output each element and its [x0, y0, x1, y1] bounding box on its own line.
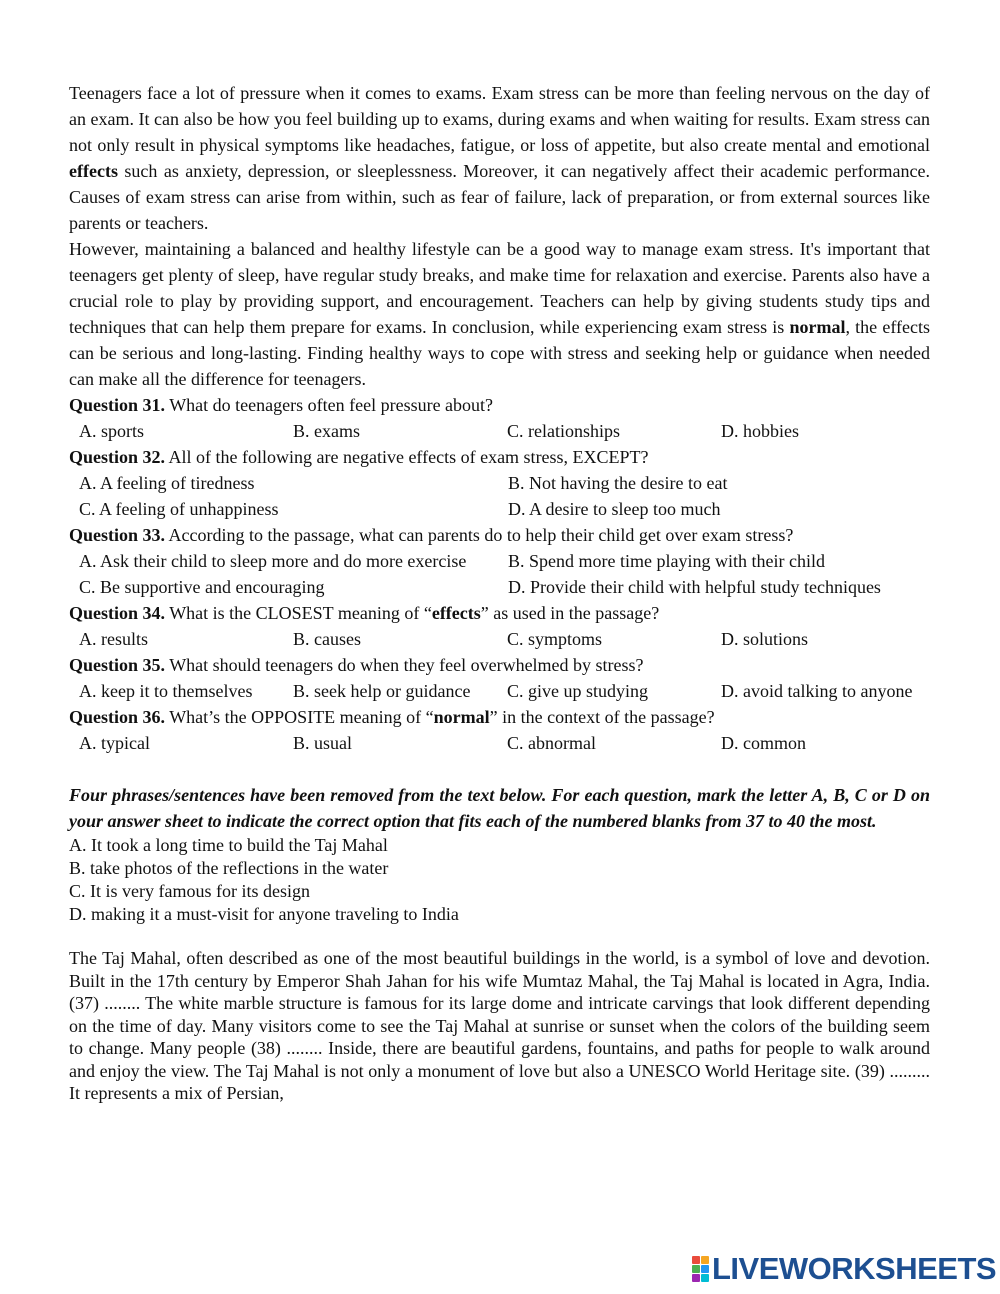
question-31-options [69, 418, 930, 444]
section-instruction: Four phrases/sentences have been removed from the text below. For each question, mark the letter A, B, C or D on your answer sheet to indicate the correct option that fits each of the numbered blanks from 37 to 40 the most. [69, 785, 930, 831]
passage-paragraph-1: Teenagers face a lot of pressure when it comes to exams. Exam stress can be more than feeling nervous on the day of an exam. It can also be how you feel building up to exams, during exams and when waiting for results. Exam stress can not only result in physical symptoms like headaches, fatigue, or loss of appetite, but also create mental and emotional effects such as anxiety, depression, or sleeplessness. Moreover, it can negatively affect their academic performance. Causes of exam stress can arise from within, such as fear of failure, lack of preparation, or from external sources like parents or teachers. [69, 83, 930, 233]
passage-paragraph-2: However, maintaining a balanced and healthy lifestyle can be a good way to manage exam stress. It's important that teenagers get plenty of sleep, have regular study breaks, and make time for relaxation and exercise. Parents also have a crucial role to play by providing support, and encouragement. Teachers can help by giving students study tips and techniques that can help them prepare for exams. In conclusion, while experiencing exam stress is normal, the effects can be serious and long-lasting. Finding healthy ways to cope with stress and seeking help or guidance when needed can make all the difference for teenagers. [69, 239, 930, 389]
keyword-normal: normal [789, 317, 846, 337]
question-33-options [69, 548, 930, 600]
question-35: Question 35. What should teenagers do when they feel overwhelmed by stress? [69, 655, 644, 675]
logo-text: LIVEWORKSHEETS [712, 1251, 997, 1286]
logo-mark-cell [701, 1274, 709, 1282]
logo-mark-cell [692, 1265, 700, 1273]
option-c[interactable]: C. relationships [507, 421, 620, 441]
option-d[interactable]: D. Provide their child with helpful study techniques [508, 577, 881, 597]
option-c[interactable]: C. Be supportive and encouraging [79, 577, 325, 597]
option-d[interactable]: D. A desire to sleep too much [508, 499, 721, 519]
question-33: Question 33. According to the passage, what can parents do to help their child get over exam stress? [69, 525, 794, 545]
phrase-d: D. making it a must-visit for anyone traveling to India [69, 904, 459, 924]
question-35-options [69, 678, 930, 704]
question-36-options [69, 730, 930, 756]
logo-mark-icon [692, 1256, 709, 1282]
option-a[interactable]: A. A feeling of tiredness [79, 473, 255, 493]
question-32-options [69, 470, 930, 522]
option-b[interactable]: B. Not having the desire to eat [508, 473, 728, 493]
logo-mark-cell [692, 1274, 700, 1282]
question-31: Question 31. What do teenagers often feel pressure about? [69, 395, 494, 415]
phrase-c: C. It is very famous for its design [69, 881, 310, 901]
phrase-a: A. It took a long time to build the Taj Mahal [69, 835, 388, 855]
question-34-options [69, 626, 930, 652]
passage-taj-mahal: The Taj Mahal, often described as one of the most beautiful buildings in the world, is a symbol of love and devotion. Built in the 17th century by Emperor Shah Jahan for his wife Mumtaz Mahal, the Taj Mahal is located in Agra, India. (37) ........ The white marble structure is famous for its large dome and intricate carvings that look different depending on the time of day. Many visitors come to see the Taj Mahal at sunrise or sunset when the colors of the building seem to change. Many people (38) ........ Inside, there are beautiful gardens, fountains, and paths for people to walk around and enjoy the view. The Taj Mahal is not only a monument of love but also a UNESCO World Heritage site. (39) ......... It represents a mix of Persian, [69, 948, 930, 1103]
option-c[interactable]: C. abnormal [507, 733, 596, 753]
phrase-b: B. take photos of the reflections in the water [69, 858, 389, 878]
logo-mark-cell [692, 1256, 700, 1264]
option-a[interactable]: A. sports [79, 421, 145, 441]
option-c[interactable]: C. A feeling of unhappiness [79, 499, 279, 519]
option-b[interactable]: B. causes [293, 629, 361, 649]
option-d[interactable]: D. avoid talking to anyone [721, 681, 913, 701]
logo-mark-cell [701, 1256, 709, 1264]
keyword-effects: effects [69, 161, 118, 181]
phrase-list [69, 834, 930, 926]
option-a[interactable]: A. Ask their child to sleep more and do more exercise [79, 551, 467, 571]
question-32: Question 32. All of the following are negative effects of exam stress, EXCEPT? [69, 447, 649, 467]
option-b[interactable]: B. usual [293, 733, 353, 753]
option-a[interactable]: A. typical [79, 733, 150, 753]
option-b[interactable]: B. seek help or guidance [293, 681, 471, 701]
option-a[interactable]: A. keep it to themselves [79, 681, 253, 701]
option-c[interactable]: C. symptoms [507, 629, 603, 649]
option-d[interactable]: D. solutions [721, 629, 809, 649]
option-b[interactable]: B. exams [293, 421, 360, 441]
question-36: Question 36. What’s the OPPOSITE meaning of “normal” in the context of the passage? [69, 707, 715, 727]
option-b[interactable]: B. Spend more time playing with their child [508, 551, 825, 571]
option-d[interactable]: D. common [721, 733, 806, 753]
worksheet-page [69, 80, 930, 1105]
question-34: Question 34. What is the CLOSEST meaning of “effects” as used in the passage? [69, 603, 660, 623]
option-d[interactable]: D. hobbies [721, 421, 799, 441]
liveworksheets-logo [692, 1251, 997, 1286]
logo-mark-cell [701, 1265, 709, 1273]
option-c[interactable]: C. give up studying [507, 681, 649, 701]
option-a[interactable]: A. results [79, 629, 148, 649]
